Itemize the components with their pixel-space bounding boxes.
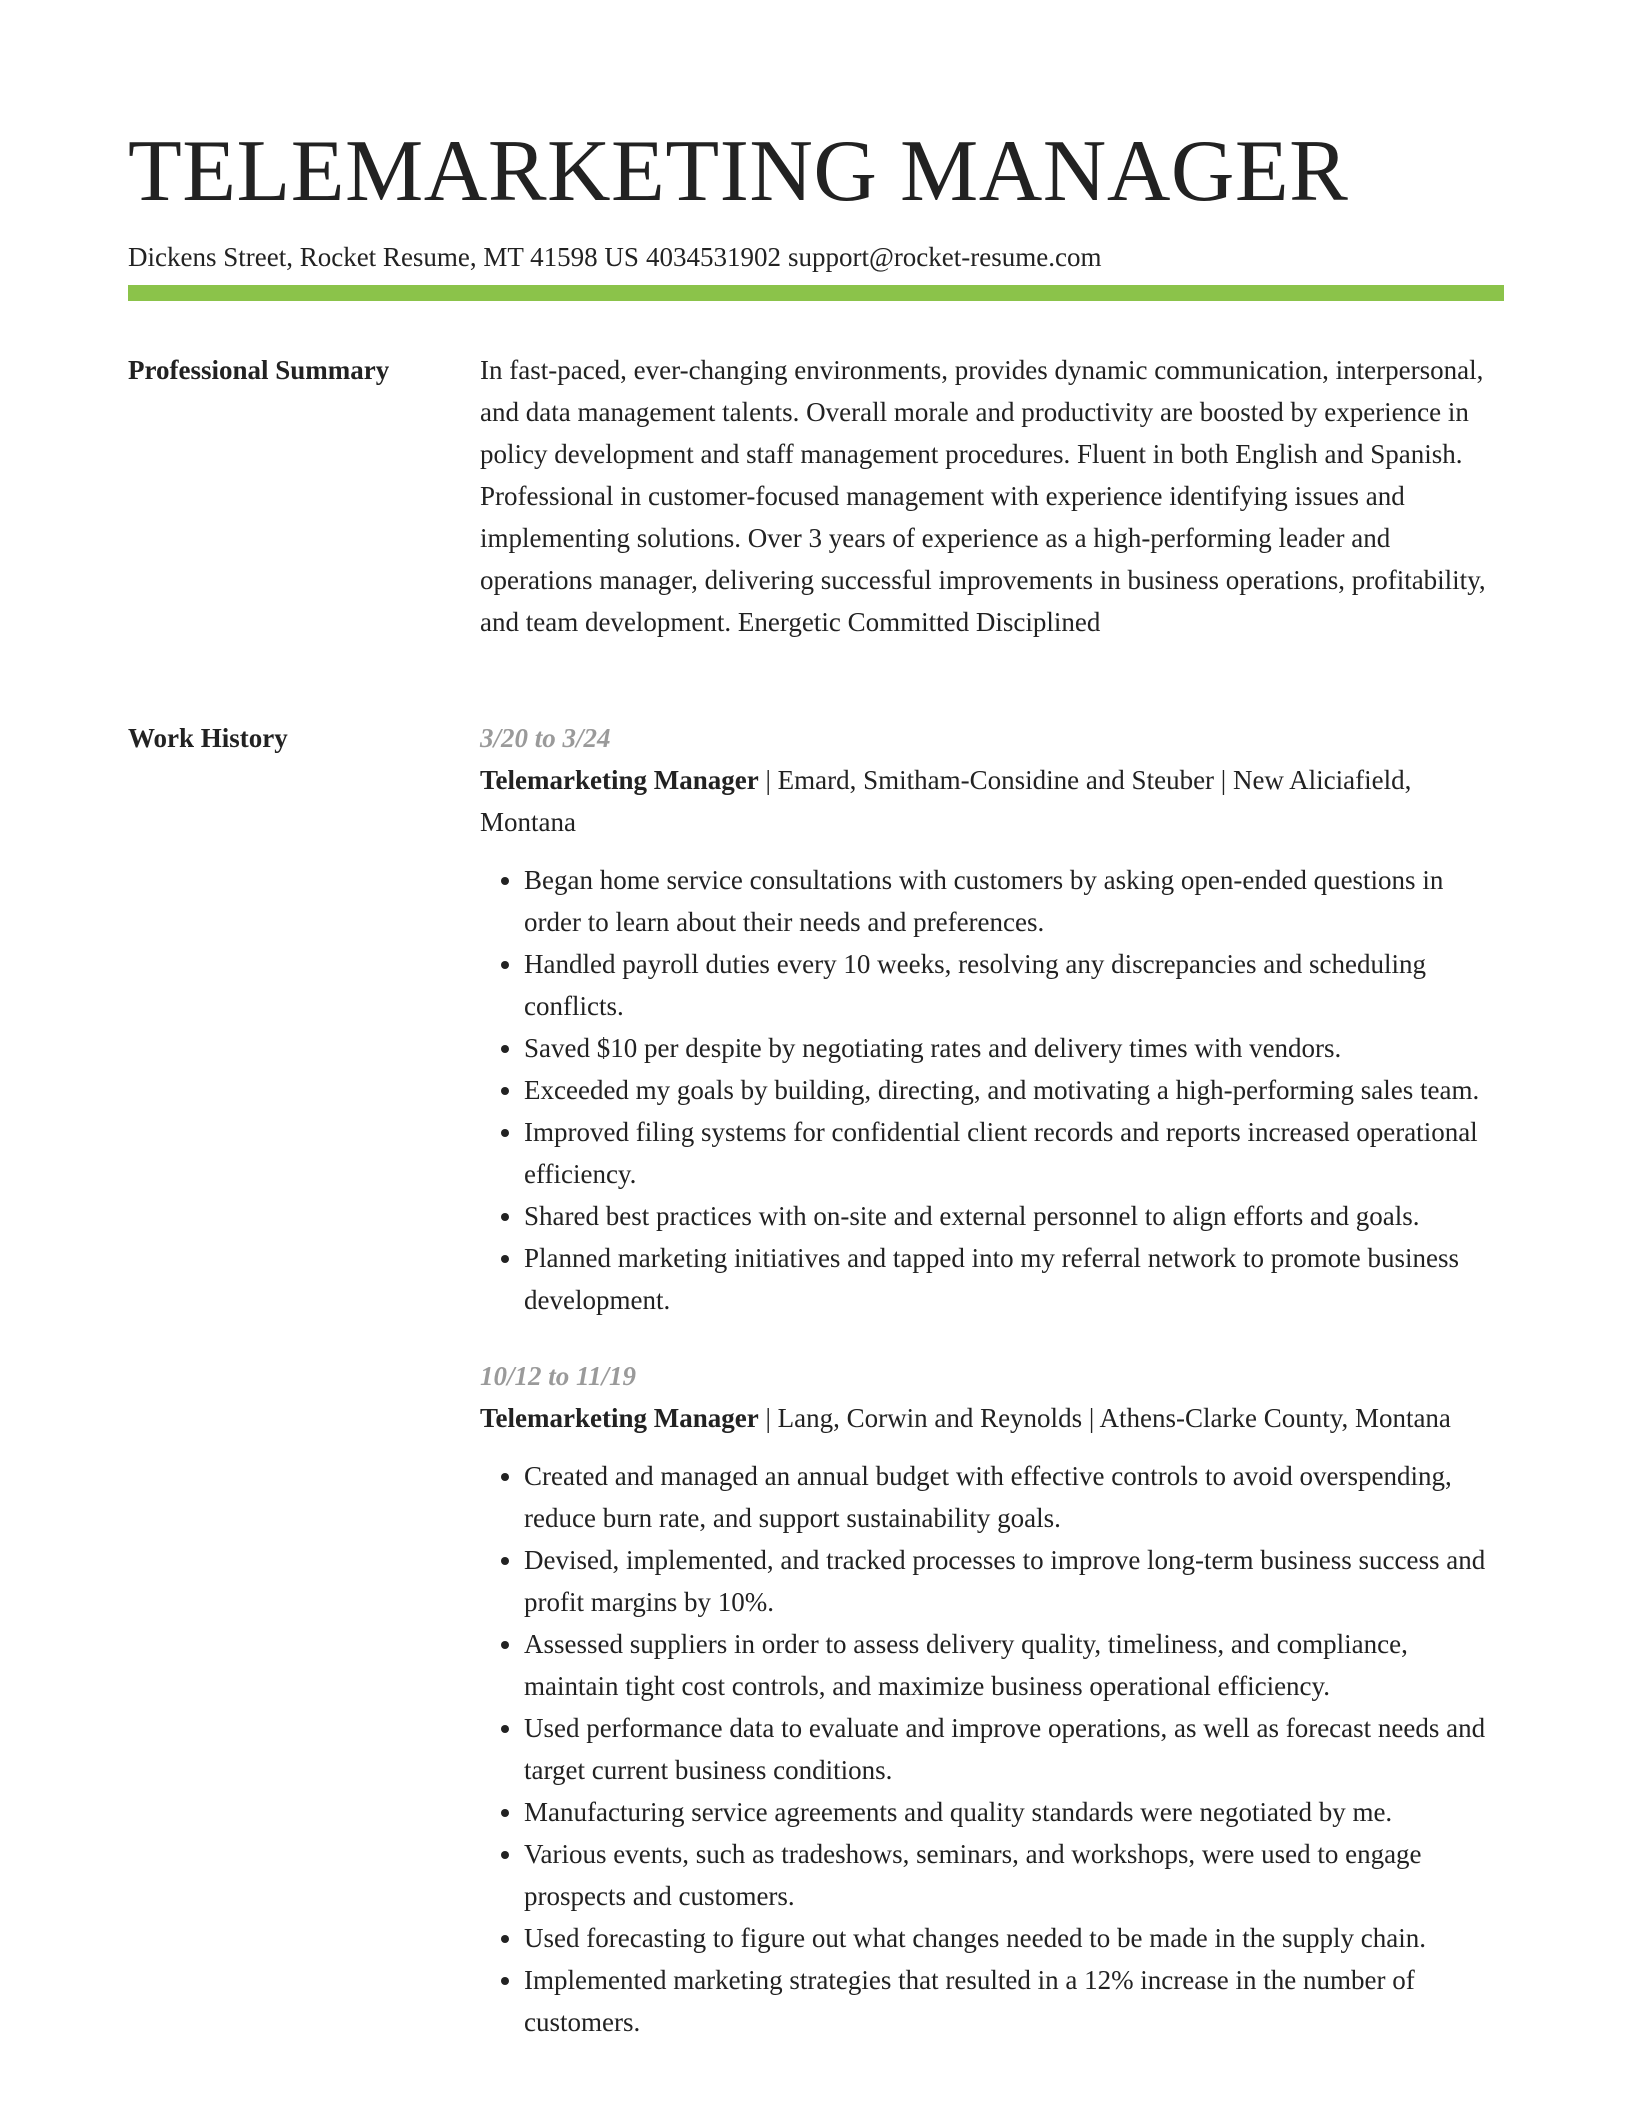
job-bullet: • Saved $10 per despite by negotiating rates and delivery times with vendors. [524,1027,1504,1069]
summary-body [480,349,1504,643]
job-bullet: • Exceeded my goals by building, directing, and motivating a high-performing sales team. [524,1069,1504,1111]
job-title: Telemarketing Manager [480,765,759,795]
contact-email: support@rocket-resume.com [787,242,1102,272]
job-bullet: • Handled payroll duties every 10 weeks, resolving any discrepancies and scheduling conflicts. [524,943,1504,1027]
contact-phone: 4034531902 [645,242,781,272]
job-bullet: • Created and managed an annual budget with effective controls to avoid overspending, reduce burn rate, and support sustainability goals. [524,1455,1504,1539]
job-employer-location: | Emard, Smitham-Considine and Steuber | New Aliciafield, Montana [480,765,1412,837]
candidate-title: TELEMARKETING MANAGER [128,123,1349,220]
job-title-line [480,1397,1504,1439]
job-employer-location: | Lang, Corwin and Reynolds | Athens-Clarke County, Montana [758,1403,1451,1433]
contact-address: Dickens Street, Rocket Resume, MT 41598 US [128,242,639,272]
job-title: Telemarketing Manager [480,1403,759,1433]
work-history-label: Work History [128,723,288,753]
header-divider [128,285,1504,301]
job-bullet-list [480,859,1504,1321]
resume-header [128,122,1504,274]
job-dates: 3/20 to 3/24 [480,723,611,753]
job-bullet: • Planned marketing initiatives and tapped into my referral network to promote business development. [524,1237,1504,1321]
summary-label: Professional Summary [128,355,390,385]
job-bullet: • Manufacturing service agreements and quality standards were negotiated by me. [524,1791,1504,1833]
job-bullet: • Began home service consultations with customers by asking open-ended questions in order to learn about their needs and preferences. [524,859,1504,943]
job-bullet: • Used performance data to evaluate and improve operations, as well as forecast needs and target current business conditions. [524,1707,1504,1791]
job-bullet: • Various events, such as tradeshows, seminars, and workshops, were used to engage prospects and customers. [524,1833,1504,1917]
job-title-line [480,759,1504,843]
job-bullet: • Devised, implemented, and tracked processes to improve long-term business success and profit margins by 10%. [524,1539,1504,1623]
job-bullet: • Shared best practices with on-site and external personnel to align efforts and goals. [524,1195,1504,1237]
job-entry [480,1355,1504,2043]
job-bullet: • Assessed suppliers in order to assess delivery quality, timeliness, and compliance, maintain tight cost controls, and maximize business operational efficiency. [524,1623,1504,1707]
job-entry [480,717,1504,1321]
job-bullet: • Improved filing systems for confidential client records and reports increased operational efficiency. [524,1111,1504,1195]
summary-text: In fast-paced, ever-changing environments, provides dynamic communication, interpersonal, and data management talents. Overall morale and productivity are boosted by experience in policy development and staff management procedures. Fluent in both English and Spanish. Professional in customer-focused management with experience identifying issues and implementing solutions. Over 3 years of experience as a high-performing leader and operations manager, delivering successful improvements in business operations, profitability, and team development. Energetic Committed Disciplined [480,355,1486,637]
job-bullet: • Implemented marketing strategies that resulted in a 12% increase in the number of customers. [524,1959,1504,2043]
job-bullet: • Used forecasting to figure out what changes needed to be made in the supply chain. [524,1917,1504,1959]
work-history-body [480,717,1504,2077]
job-dates: 10/12 to 11/19 [480,1361,637,1391]
contact-line [128,240,1504,274]
job-bullet-list [480,1455,1504,2043]
